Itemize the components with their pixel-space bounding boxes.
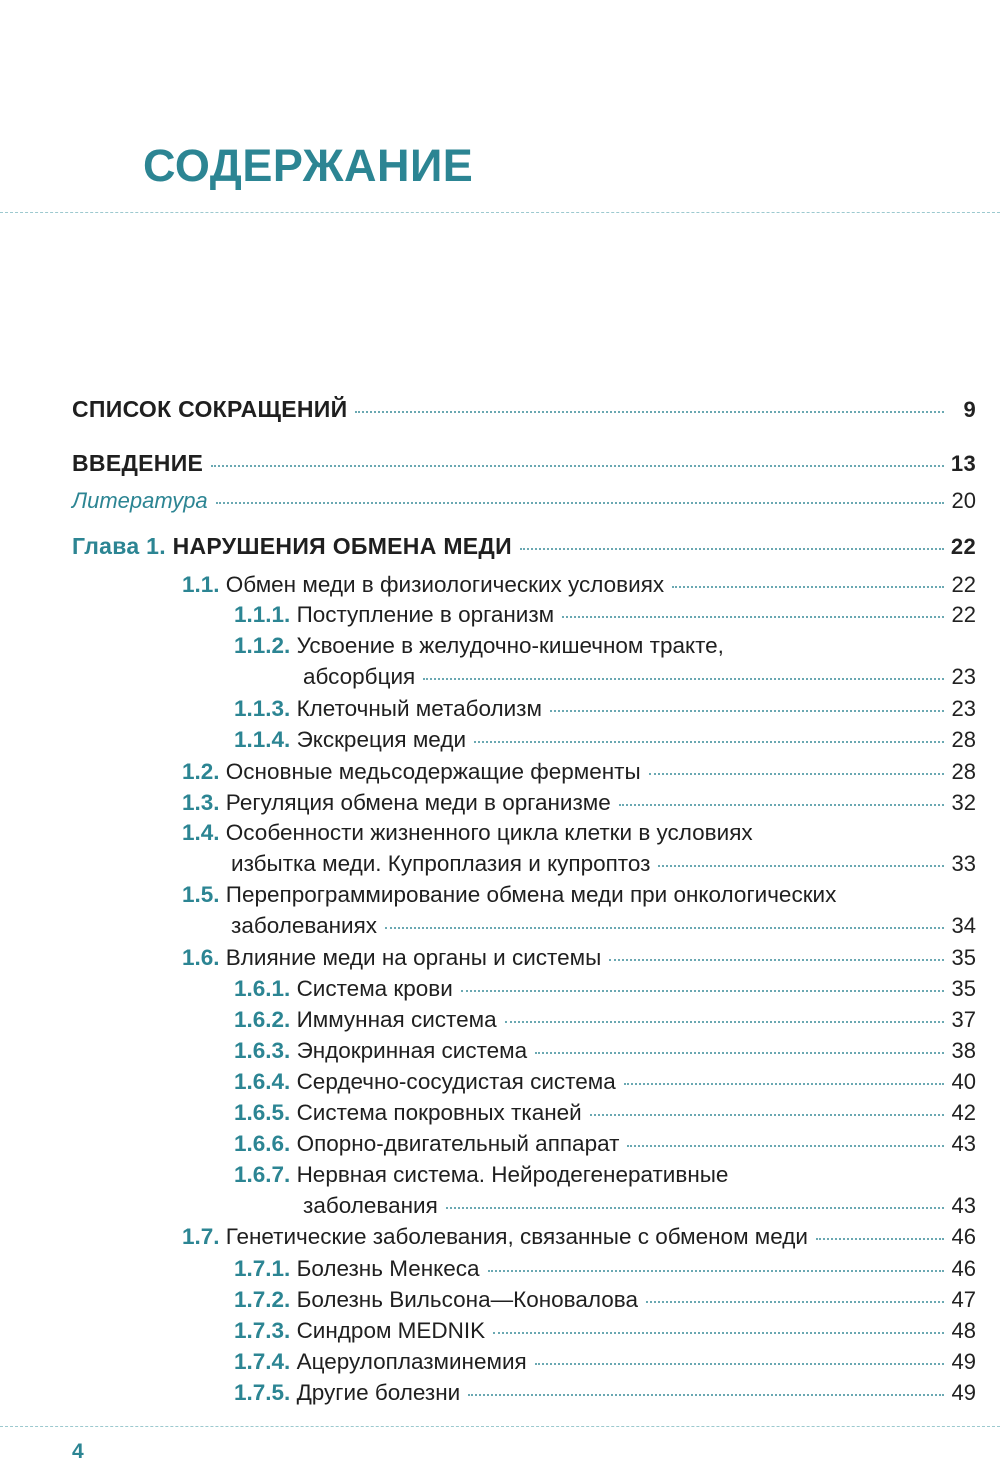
toc-page-number: 46 — [951, 1224, 976, 1249]
toc-entry-label: Другие болезни — [296, 1380, 461, 1405]
dot-leader — [423, 678, 944, 680]
toc-entry-label: Перепрограммирование обмена меди при онкологических — [225, 882, 837, 907]
section-number: 1.1. — [182, 572, 220, 597]
toc-entry-1-7-3[interactable] — [234, 1318, 976, 1344]
toc-entry-1-6-7-line1[interactable] — [234, 1162, 728, 1188]
dot-leader — [385, 927, 944, 929]
toc-entry-1-6-1[interactable] — [234, 976, 976, 1002]
toc-entry-label: Поступление в организм — [296, 602, 555, 627]
toc-page-number: 28 — [951, 759, 976, 784]
dot-leader — [493, 1332, 944, 1334]
toc-entry-label: СПИСОК СОКРАЩЕНИЙ — [72, 396, 348, 422]
toc-entry-label: Иммунная система — [296, 1007, 497, 1032]
section-number: 1.7.1. — [234, 1256, 291, 1281]
toc-entry-1-7-2[interactable] — [234, 1287, 976, 1313]
toc-entry-label: Регуляция обмена меди в организме — [225, 790, 611, 815]
dot-leader — [488, 1270, 944, 1272]
section-number: 1.1.3. — [234, 696, 291, 721]
section-number: 1.5. — [182, 882, 220, 907]
toc-entry-label: Экскреция меди — [296, 727, 467, 752]
toc-entry-label: Сердечно-сосудистая система — [296, 1069, 616, 1094]
toc-entry-1-6[interactable] — [182, 945, 976, 971]
toc-page-number: 23 — [951, 664, 976, 689]
toc-entry-1-1-2-line1[interactable] — [234, 633, 724, 659]
section-number: 1.4. — [182, 820, 220, 845]
toc-entry-label: ВВЕДЕНИЕ — [72, 450, 204, 476]
toc-entry-1-1-3[interactable] — [234, 696, 976, 722]
chapter-number: Глава 1. — [72, 533, 166, 559]
toc-page-number: 35 — [951, 976, 976, 1001]
toc-page-number: 23 — [951, 696, 976, 721]
toc-entry-introduction[interactable] — [72, 450, 976, 477]
dot-leader — [562, 616, 944, 618]
dot-leader — [355, 411, 944, 413]
toc-entry-label: Эндокринная система — [296, 1038, 528, 1063]
section-number: 1.7. — [182, 1224, 220, 1249]
toc-entry-label-cont: избытка меди. Купроплазия и купроптоз — [231, 851, 651, 876]
dot-leader — [649, 773, 944, 775]
toc-entry-1-6-4[interactable] — [234, 1069, 976, 1095]
dot-leader — [211, 465, 944, 467]
dot-leader — [658, 865, 944, 867]
toc-entry-label: НАРУШЕНИЯ ОБМЕНА МЕДИ — [172, 533, 512, 559]
toc-page-number: 28 — [951, 727, 976, 752]
toc-page-number: 46 — [951, 1256, 976, 1281]
toc-entry-1-3[interactable] — [182, 790, 976, 816]
toc-entry-label: Ацерулоплазминемия — [296, 1349, 527, 1374]
dot-leader — [646, 1301, 944, 1303]
toc-page-number: 13 — [950, 451, 976, 476]
toc-entry-1-6-7-line2[interactable] — [303, 1193, 976, 1219]
toc-entry-label: Опорно-двигательный аппарат — [296, 1131, 620, 1156]
section-number: 1.6. — [182, 945, 220, 970]
toc-page-number: 9 — [963, 397, 976, 422]
dot-leader — [461, 990, 944, 992]
toc-entry-1-6-2[interactable] — [234, 1007, 976, 1033]
toc-entry-abbreviations[interactable] — [72, 396, 976, 423]
dot-leader — [474, 741, 944, 743]
toc-entry-label: Болезнь Вильсона—Коновалова — [296, 1287, 638, 1312]
toc-entry-label: Основные медьсодержащие ферменты — [225, 759, 641, 784]
toc-page-number: 43 — [951, 1131, 976, 1156]
toc-entry-label: Влияние меди на органы и системы — [225, 945, 602, 970]
toc-page-number: 22 — [950, 534, 976, 559]
page-title: СОДЕРЖАНИЕ — [143, 140, 474, 191]
dot-leader — [624, 1083, 944, 1085]
dot-leader — [609, 959, 944, 961]
toc-entry-1-7-4[interactable] — [234, 1349, 976, 1375]
toc-entry-label: Система покровных тканей — [296, 1100, 582, 1125]
toc-page-number: 35 — [951, 945, 976, 970]
toc-entry-1-1-4[interactable] — [234, 727, 976, 753]
toc-entry-label-cont: заболеваниях — [231, 913, 378, 938]
toc-entry-1-7[interactable] — [182, 1224, 976, 1250]
section-number: 1.6.6. — [234, 1131, 291, 1156]
toc-entry-literature[interactable] — [72, 488, 976, 514]
dot-leader — [505, 1021, 944, 1023]
dot-leader — [816, 1238, 944, 1240]
toc-entry-1-1[interactable] — [182, 572, 976, 598]
toc-entry-label-cont: абсорбция — [303, 664, 416, 689]
dot-leader — [535, 1052, 944, 1054]
section-number: 1.1.2. — [234, 633, 291, 658]
toc-page-number: 37 — [951, 1007, 976, 1032]
section-number: 1.6.2. — [234, 1007, 291, 1032]
dot-leader — [627, 1145, 944, 1147]
toc-page-number: 40 — [951, 1069, 976, 1094]
section-number: 1.3. — [182, 790, 220, 815]
toc-page-number: 34 — [951, 913, 976, 938]
section-number: 1.6.5. — [234, 1100, 291, 1125]
toc-page-number: 48 — [951, 1318, 976, 1343]
toc-entry-label: Литература — [72, 488, 208, 513]
section-number: 1.6.4. — [234, 1069, 291, 1094]
toc-entry-1-1-2-line2[interactable] — [303, 664, 976, 690]
dot-leader — [550, 710, 944, 712]
toc-page-number: 22 — [951, 602, 976, 627]
toc-page-number: 49 — [951, 1380, 976, 1405]
section-number: 1.7.2. — [234, 1287, 291, 1312]
section-number: 1.1.1. — [234, 602, 291, 627]
toc-entry-label: Нервная система. Нейродегенеративные — [296, 1162, 729, 1187]
section-number: 1.6.3. — [234, 1038, 291, 1063]
toc-entry-1-5-line2[interactable] — [231, 913, 976, 939]
dot-leader — [619, 804, 944, 806]
dot-leader — [672, 586, 944, 588]
footer-divider — [0, 1426, 1000, 1427]
toc-entry-label: Клеточный метаболизм — [296, 696, 542, 721]
toc-page-number: 47 — [951, 1287, 976, 1312]
toc-entry-label: Усвоение в желудочно-кишечном тракте, — [296, 633, 724, 658]
section-number: 1.7.3. — [234, 1318, 291, 1343]
toc-entry-label: Синдром MEDNIK — [296, 1318, 486, 1343]
toc-entry-1-4-line1[interactable] — [182, 820, 753, 846]
toc-page-number: 38 — [951, 1038, 976, 1063]
toc-entry-label: Генетические заболевания, связанные с обменом меди — [225, 1224, 808, 1249]
toc-page-number: 32 — [951, 790, 976, 815]
toc-entry-1-5-line1[interactable] — [182, 882, 836, 908]
toc-page-number: 33 — [951, 851, 976, 876]
dot-leader — [446, 1207, 944, 1209]
toc-entry-1-6-3[interactable] — [234, 1038, 976, 1064]
page-number: 4 — [72, 1440, 84, 1463]
toc-entry-1-7-5[interactable] — [234, 1380, 976, 1406]
toc-entry-1-7-1[interactable] — [234, 1256, 976, 1282]
toc-entry-chapter-1[interactable] — [72, 533, 976, 560]
toc-entry-label: Болезнь Менкеса — [296, 1256, 480, 1281]
toc-entry-1-6-5[interactable] — [234, 1100, 976, 1126]
section-number: 1.6.1. — [234, 976, 291, 1001]
dot-leader — [468, 1394, 944, 1396]
dot-leader — [520, 548, 944, 550]
toc-entry-label: Система крови — [296, 976, 453, 1001]
toc-entry-label: Особенности жизненного цикла клетки в условиях — [225, 820, 753, 845]
toc-page-number: 22 — [951, 572, 976, 597]
toc-entry-1-1-1[interactable] — [234, 602, 976, 628]
header-divider — [0, 212, 1000, 213]
section-number: 1.1.4. — [234, 727, 291, 752]
toc-entry-1-2[interactable] — [182, 759, 976, 785]
dot-leader — [535, 1363, 944, 1365]
toc-entry-1-6-6[interactable] — [234, 1131, 976, 1157]
section-number: 1.2. — [182, 759, 220, 784]
dot-leader — [590, 1114, 944, 1116]
toc-page-number: 43 — [951, 1193, 976, 1218]
toc-page-number: 20 — [951, 488, 976, 513]
toc-page-number: 42 — [951, 1100, 976, 1125]
section-number: 1.6.7. — [234, 1162, 291, 1187]
dot-leader — [216, 502, 944, 504]
toc-entry-1-4-line2[interactable] — [231, 851, 976, 877]
section-number: 1.7.4. — [234, 1349, 291, 1374]
toc-entry-label: Обмен меди в физиологических условиях — [225, 572, 665, 597]
toc-entry-label-cont: заболевания — [303, 1193, 438, 1218]
section-number: 1.7.5. — [234, 1380, 291, 1405]
toc-page-number: 49 — [951, 1349, 976, 1374]
